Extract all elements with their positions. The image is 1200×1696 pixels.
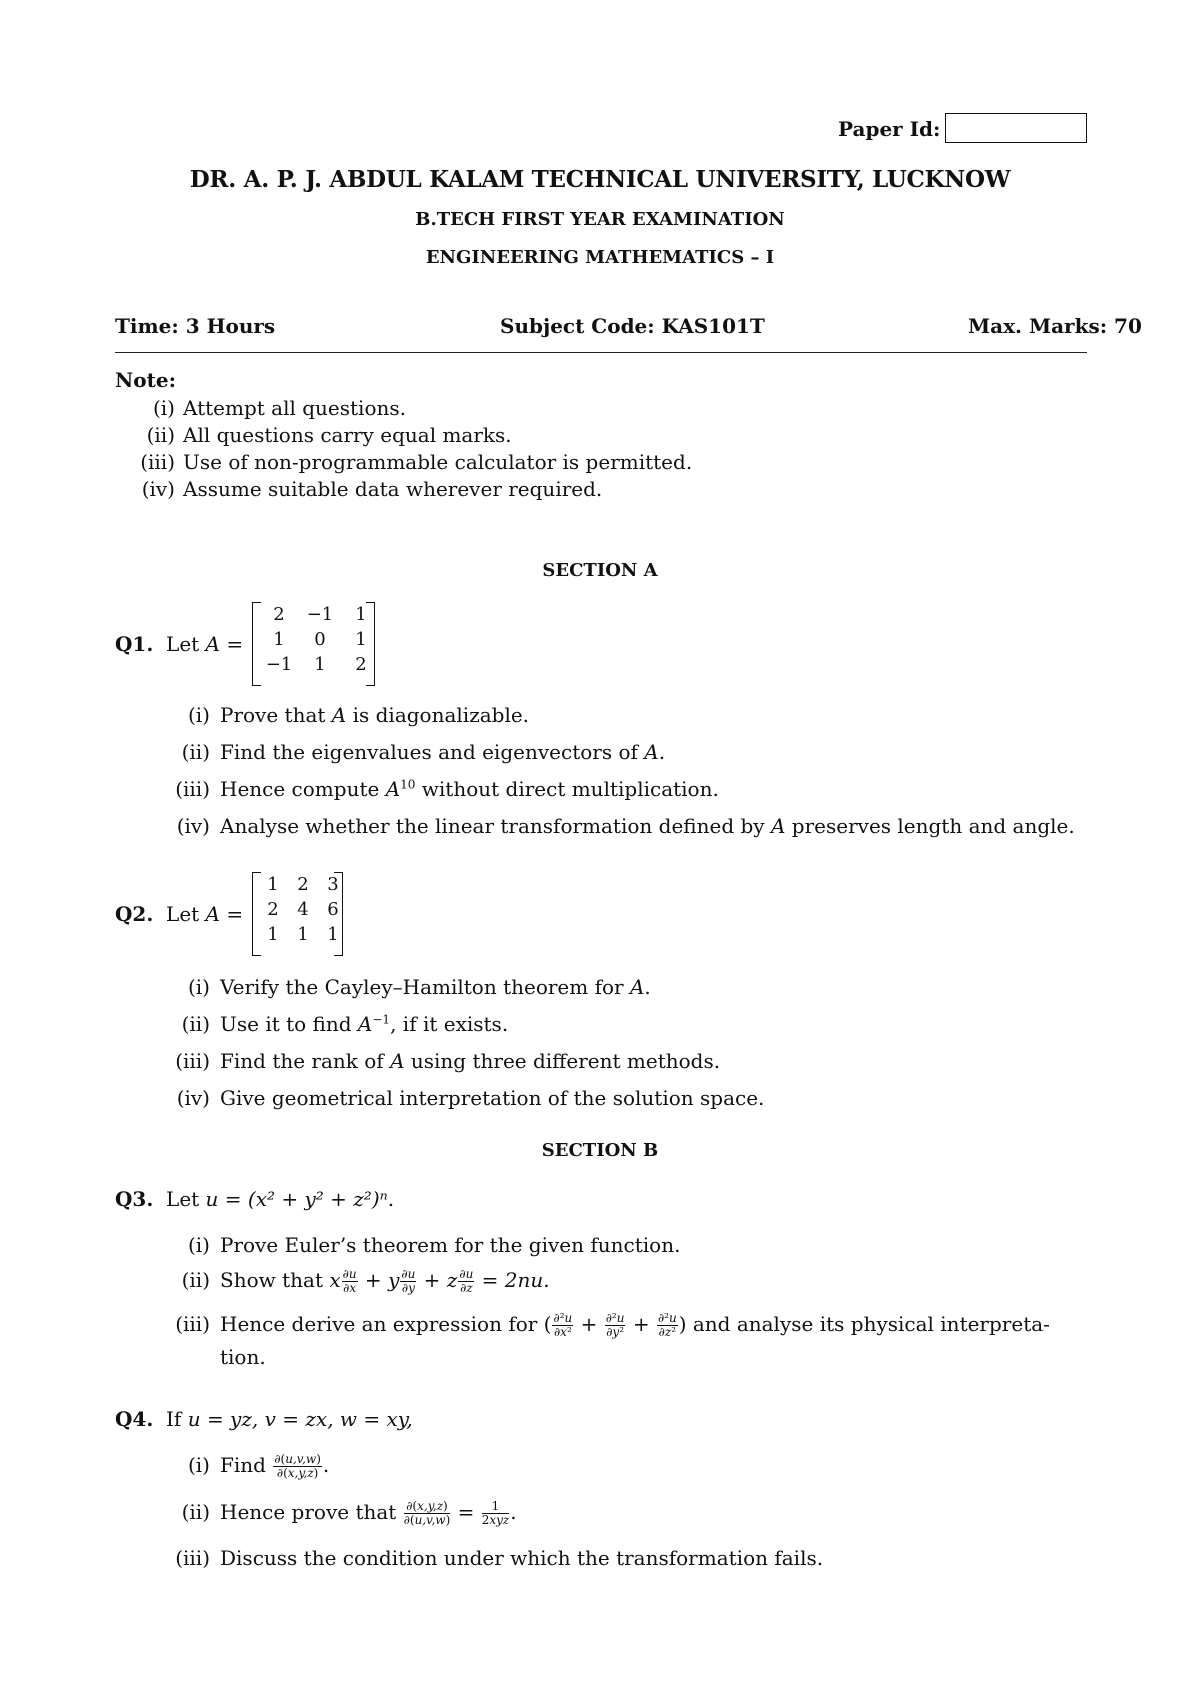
- q1-heading: Q1. Let A =: [115, 632, 244, 656]
- matrix-cell: 1: [267, 874, 279, 895]
- q3-item: (ii) Show that x $\frac{\partial u}{\partial x}$ + y $\frac{\partial u}{\partial y}$ + z $\frac{\partial u}{\partial z}$ = 2nu.: [181, 1267, 550, 1295]
- matrix-cell: 1: [267, 924, 279, 945]
- section-b-title: SECTION B: [541, 1140, 659, 1161]
- paper-id-box[interactable]: [945, 113, 1087, 143]
- note-item: (iii) Use of non-programmable calculator is permitted.: [140, 450, 693, 474]
- matrix-cell: 1: [297, 924, 309, 945]
- matrix-bracket-left: [252, 602, 261, 686]
- matrix-cell: 4: [297, 899, 309, 920]
- q4-heading: Q4. If u = yz, v = zx, w = xy,: [115, 1407, 413, 1431]
- matrix-cell: 6: [327, 899, 339, 920]
- q2-item: (iv) Give geometrical interpretation of the solution space.: [176, 1086, 765, 1110]
- paper-id-label: Paper Id:: [838, 117, 941, 141]
- q4-item: (i) Find $\frac{\partial(u,v,w)}{\partial(x,y,z)}$ .: [187, 1452, 330, 1480]
- header-divider: [115, 352, 1087, 353]
- q1-matrix: [262, 604, 378, 675]
- note-item: (i) Attempt all questions.: [152, 396, 406, 420]
- q4-item: (iii) Discuss the condition under which the transformation fails.: [175, 1546, 824, 1570]
- time-label: Time: 3 Hours: [115, 314, 276, 338]
- q1-item: (iii) Hence compute $A^{10}$ without direct multiplication.: [175, 777, 719, 801]
- note-title: Note:: [115, 368, 176, 392]
- section-a-title: SECTION A: [542, 560, 658, 581]
- q1-item: (ii) Find the eigenvalues and eigenvectors of A.: [181, 740, 666, 764]
- matrix-cell: 2: [267, 899, 279, 920]
- q2-matrix: [258, 874, 348, 945]
- matrix-cell: 1: [314, 654, 326, 675]
- q4-item: (ii) Hence prove that $\frac{\partial(x,y,z)}{\partial(u,v,w)}$ = $\frac{1}{\text{2xyz}}$ .: [181, 1499, 517, 1527]
- note-item: (ii) All questions carry equal marks.: [146, 423, 512, 447]
- subject-code-label: Subject Code: KAS101T: [500, 314, 765, 338]
- matrix-cell: 2: [355, 654, 367, 675]
- matrix-cell: 0: [314, 629, 326, 650]
- matrix-cell: 1: [355, 629, 367, 650]
- q3-item: (iii) Hence derive an expression for ( $\frac{\text{∂²u}}{\text{∂x²}}$ + $\frac{\text{∂²u}}{\text{∂y²}}$ + $\frac{\text{∂²u}}{\text{∂z²}}$ ) and analyse its physical interpreta-: [175, 1311, 1050, 1339]
- matrix-cell: 1: [355, 604, 367, 625]
- q3-heading: Q3. Let u = (x² + y² + z²)ⁿ.: [115, 1187, 395, 1211]
- matrix-cell: 1: [327, 924, 339, 945]
- q2-item: (ii) Use it to find $A^{-1}$, if it exists.: [181, 1012, 509, 1036]
- matrix-cell: −1: [306, 604, 334, 625]
- q2-item: (iii) Find the rank of A using three different methods.: [175, 1049, 721, 1073]
- q3-item: (i) Prove Euler’s theorem for the given function.: [187, 1233, 681, 1257]
- university-title: DR. A. P. J. ABDUL KALAM TECHNICAL UNIVERSITY, LUCKNOW: [189, 166, 1011, 193]
- q2-heading: Q2. Let A =: [115, 902, 244, 926]
- subject-title: ENGINEERING MATHEMATICS – I: [425, 247, 775, 268]
- matrix-cell: 1: [273, 629, 285, 650]
- q1-item: (iv) Analyse whether the linear transformation defined by A preserves length and angle.: [176, 814, 1075, 838]
- exam-title: B.TECH FIRST YEAR EXAMINATION: [415, 209, 785, 230]
- q3-item-continuation: tion.: [220, 1345, 266, 1369]
- q1-item: (i) Prove that A is diagonalizable.: [187, 703, 530, 727]
- matrix-cell: −1: [265, 654, 293, 675]
- matrix-cell: 3: [327, 874, 339, 895]
- matrix-cell: 2: [273, 604, 285, 625]
- max-marks-label: Max. Marks: 70: [968, 314, 1142, 338]
- matrix-cell: 2: [297, 874, 309, 895]
- note-item: (iv) Assume suitable data wherever required.: [141, 477, 603, 501]
- q2-item: (i) Verify the Cayley–Hamilton theorem for A.: [187, 975, 651, 999]
